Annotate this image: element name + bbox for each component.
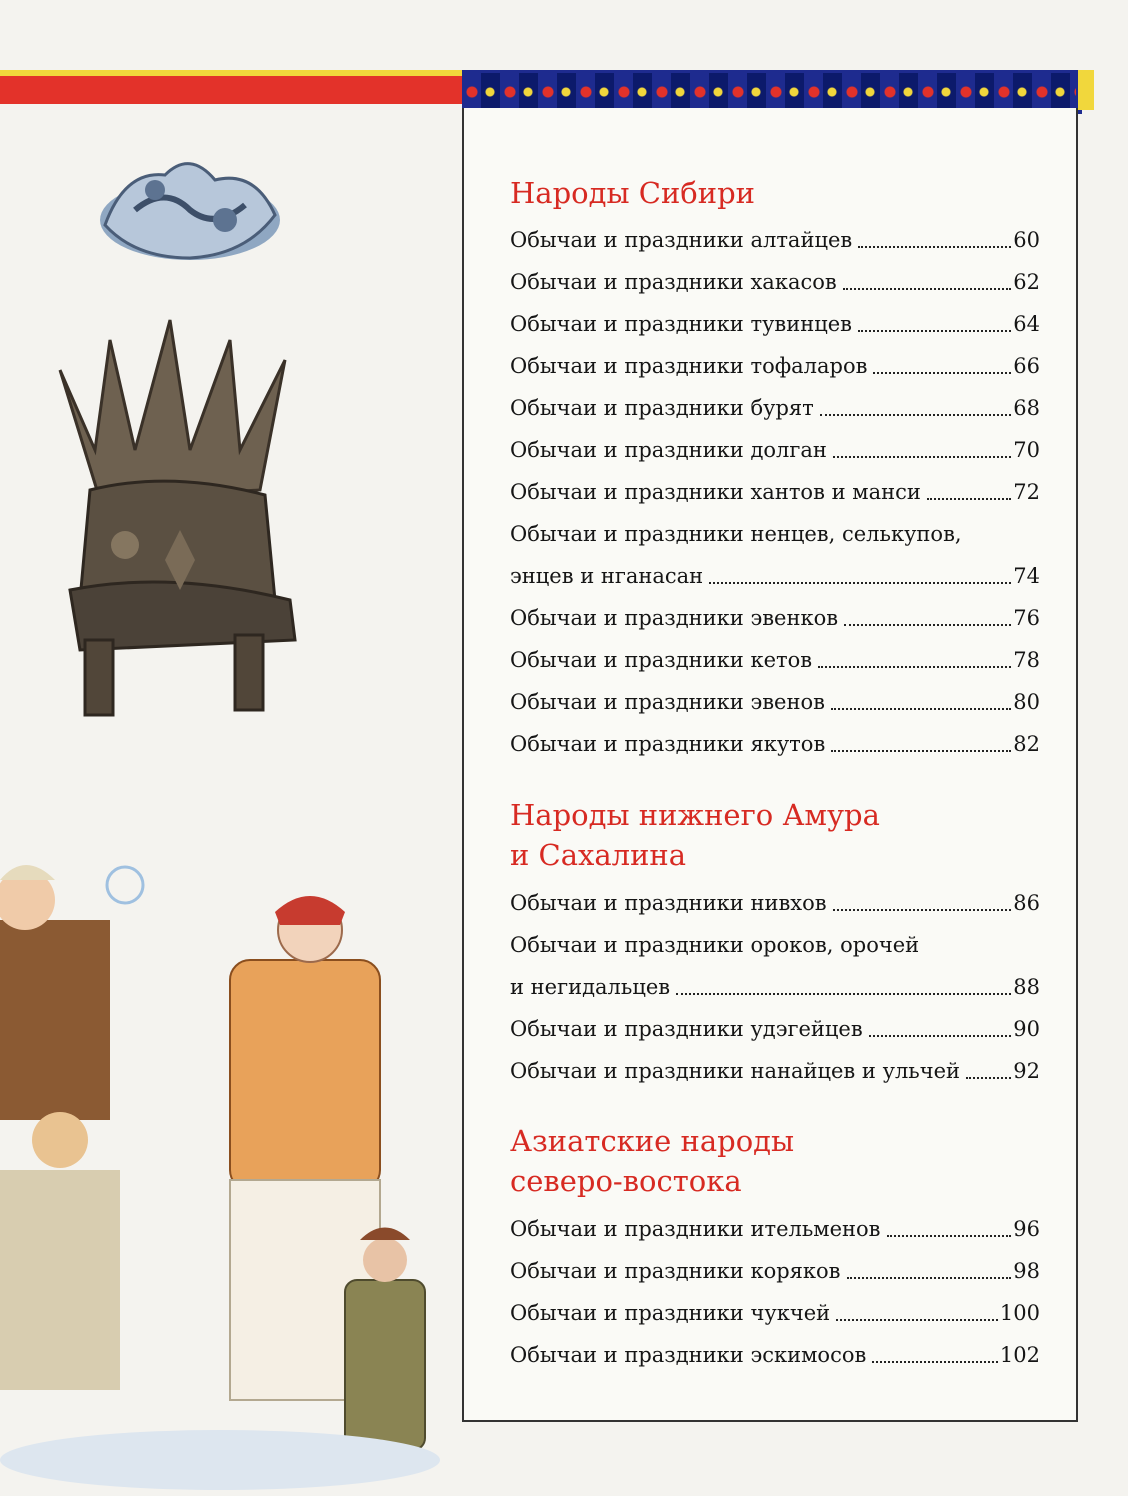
entry-title: Обычаи и праздники ительменов — [510, 1217, 881, 1241]
entry-title: Обычаи и праздники хакасов — [510, 270, 837, 294]
entry-title: Обычаи и праздники эскимосов — [510, 1343, 867, 1367]
entry-title: Обычаи и праздники нивхов — [510, 891, 827, 915]
toc-entry — [510, 393, 1040, 423]
entry-page: 60 — [1013, 228, 1040, 252]
section-title-siberia: Народы Сибири — [510, 176, 755, 210]
ornament-end-cap — [1076, 70, 1094, 110]
entry-page: 92 — [1013, 1059, 1040, 1083]
entry-title: Обычаи и праздники кетов — [510, 648, 813, 672]
entry-page: 78 — [1013, 648, 1040, 672]
toc-entry — [510, 225, 1040, 255]
entry-page: 100 — [999, 1301, 1040, 1325]
toc-entry — [510, 1214, 1040, 1244]
section-title-amur: Народы нижнего Амура — [510, 798, 880, 832]
entry-title: Обычаи и праздники хантов и манси — [510, 480, 921, 504]
entry-page: 74 — [1013, 564, 1040, 588]
entry-page: 90 — [1013, 1017, 1040, 1041]
entry-page: 82 — [1013, 732, 1040, 756]
toc-entry — [510, 309, 1040, 339]
entry-page: 98 — [1013, 1259, 1040, 1283]
entry-page: 64 — [1013, 312, 1040, 336]
entry-title: Обычаи и праздники чукчей — [510, 1301, 831, 1325]
entry-title: энцев и нганасан — [510, 564, 704, 588]
entry-title: Обычаи и праздники эвенов — [510, 690, 825, 714]
entry-title: Обычаи и праздники удэгейцев — [510, 1017, 863, 1041]
entry-title: Обычаи и праздники якутов — [510, 732, 826, 756]
toc-entry — [510, 1014, 1040, 1044]
entry-page: 66 — [1013, 354, 1040, 378]
entry-page: 70 — [1013, 438, 1040, 462]
entry-page: 76 — [1013, 606, 1040, 630]
toc-entry — [510, 645, 1040, 675]
toc-entry — [510, 603, 1040, 633]
toc-entry — [510, 888, 1040, 918]
toc-entry — [510, 687, 1040, 717]
toc-entry — [510, 972, 1040, 1002]
entry-page: 88 — [1013, 975, 1040, 999]
toc-entry — [510, 435, 1040, 465]
people-celebration-illustration — [0, 840, 440, 1496]
entry-title: Обычаи и праздники тувинцев — [510, 312, 852, 336]
entry-page: 80 — [1013, 690, 1040, 714]
entry-title: Обычаи и праздники эвенков — [510, 606, 839, 630]
entry-page: 62 — [1013, 270, 1040, 294]
toc-entry — [510, 729, 1040, 759]
entry-title: Обычаи и праздники тофаларов — [510, 354, 868, 378]
toc-entry — [510, 1056, 1040, 1086]
toc-entry — [510, 561, 1040, 591]
toc-entry — [510, 351, 1040, 381]
section-title-northeast: Азиатские народы — [510, 1124, 795, 1158]
entry-page: 68 — [1013, 396, 1040, 420]
entry-page: 102 — [999, 1343, 1040, 1367]
toc-entry — [510, 1340, 1040, 1370]
toc-entry — [510, 1256, 1040, 1286]
wooden-idol-illustration — [40, 300, 310, 730]
silver-ornament-illustration — [95, 130, 285, 270]
section-title-amur-line2: и Сахалина — [510, 838, 687, 872]
toc-entry — [510, 477, 1040, 507]
entry-title: Обычаи и праздники бурят — [510, 396, 814, 420]
toc-entry — [510, 1298, 1040, 1328]
entry-title: Обычаи и праздники коряков — [510, 1259, 841, 1283]
entry-page: 96 — [1013, 1217, 1040, 1241]
toc-entry-first-line: Обычаи и праздники ороков, орочей — [510, 933, 920, 957]
toc-entry-first-line: Обычаи и праздники ненцев, селькупов, — [510, 522, 962, 546]
toc-entry — [510, 267, 1040, 297]
entry-title: и негидальцев — [510, 975, 671, 999]
section-title-northeast-line2: северо-востока — [510, 1164, 742, 1198]
entry-title: Обычаи и праздники нанайцев и ульчей — [510, 1059, 961, 1083]
entry-page: 86 — [1013, 891, 1040, 915]
entry-title: Обычаи и праздники долган — [510, 438, 827, 462]
entry-title: Обычаи и праздники алтайцев — [510, 228, 853, 252]
entry-page: 72 — [1013, 480, 1040, 504]
